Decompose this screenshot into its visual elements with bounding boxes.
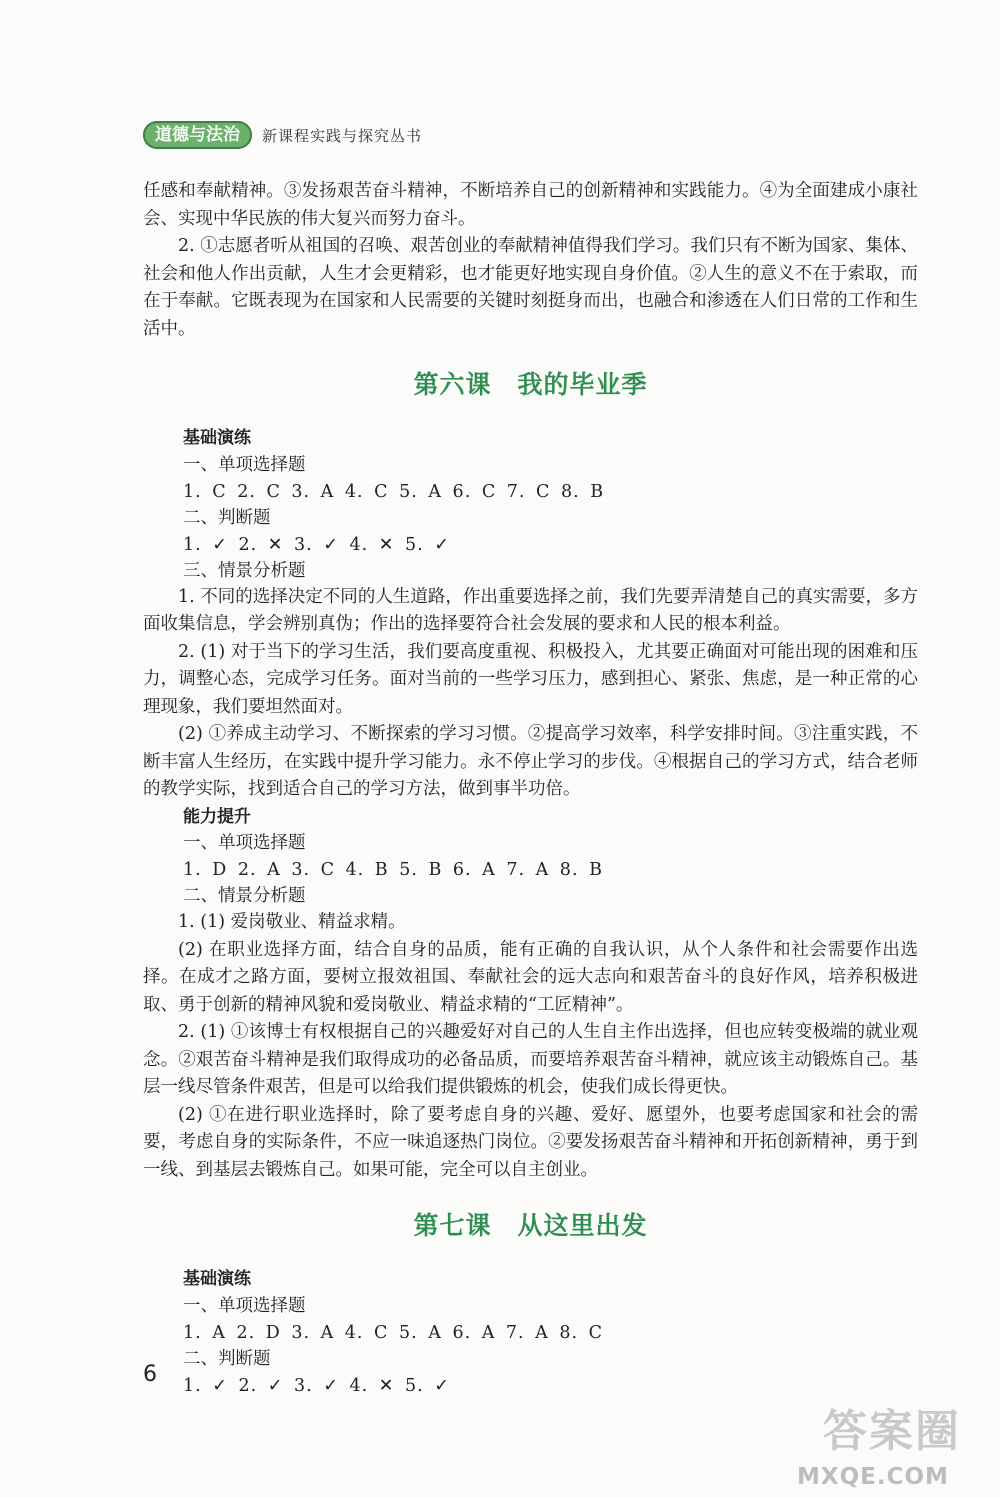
question-type-title: 二、判断题 [183, 1348, 271, 1369]
answer-row: 1. D 2. A 3. C 4. B 5. B 6. A 7. A 8. B [183, 860, 603, 880]
lesson-7-number: 第七课 [413, 1211, 492, 1240]
answer-paragraph: (2) 在职业选择方面，结合自身的品质，能有正确的自我认识，从个人条件和社会需要作出选择。在成才之路方面，要树立报效祖国、奉献社会的远大志向和艰苦奋斗的良好作风，培养积极进取、勇于创新的精神风貌和爱岗敬业、精益求精的“工匠精神”。 [143, 939, 918, 1015]
lesson-6-number: 第六课 [413, 370, 492, 399]
answer-row: 1. ✓ 2. ✓ 3. ✓ 4. ✕ 5. ✓ [183, 1375, 450, 1396]
answer-paragraph: (2) ①养成主动学习、不断探索的学习习惯。②提高学习效率，科学安排时间。③注重实践，不断丰富人生经历，在实践中提升学习能力。永不停止学习的步伐。④根据自己的学习方式，结合老师的教学实际，找到适合自己的学习方法，做到事半功倍。 [143, 724, 918, 799]
series-title: 新课程实践与探究丛书 [262, 126, 423, 145]
answer-paragraph: 2. (1) 对于当下的学习生活，我们要高度重视、积极投入，尤其要正确面对可能出现的困难和压力，调整心态，完成学习任务。面对当前的一些学习压力，感到担心、紧张、焦虑，是一种正常的心理现象，我们要坦然面对。 [143, 641, 918, 717]
answer-row: 1. ✓ 2. ✕ 3. ✓ 4. ✕ 5. ✓ [183, 534, 450, 555]
watermark [785, 1395, 995, 1490]
answer-paragraph: 1. (1) 爱岗敬业、精益求精。 [178, 912, 406, 932]
lesson-7-title [143, 1206, 918, 1242]
question-type-title: 二、判断题 [183, 507, 271, 528]
question-type-title: 二、情景分析题 [183, 886, 306, 906]
answer-row: 1. A 2. D 3. A 4. C 5. A 6. A 7. A 8. C [183, 1322, 604, 1343]
watermark-url: MXQE.COM [797, 1464, 949, 1490]
section-heading: 基础演练 [183, 428, 251, 448]
section-heading: 能力提升 [183, 806, 251, 827]
lesson-6-name: 我的毕业季 [517, 370, 648, 399]
question-type-title: 三、情景分析题 [183, 560, 306, 581]
book-header [143, 120, 422, 150]
page-content [143, 178, 918, 1400]
lesson-7-name: 从这里出发 [517, 1211, 648, 1240]
section-heading: 基础演练 [183, 1269, 251, 1289]
lesson-6-title [143, 365, 918, 401]
answer-paragraph: 2. (1) ①该博士有权根据自己的兴趣爱好对自己的人生自主作出选择，但也应转变极端的就业观念。②艰苦奋斗精神是我们取得成功的必备品质，而要培养艰苦奋斗精神，就应该主动锻炼自己。基层一线尽管条件艰苦，但是可以给我们提供锻炼的机会，使我们成长得更快。 [143, 1022, 918, 1097]
intro-paragraph-1: 任感和奉献精神。③发扬艰苦奋斗精神，不断培养自己的创新精神和实践能力。④为全面建成小康社会、实现中华民族的伟大复兴而努力奋斗。 [143, 181, 918, 229]
question-type-title: 一、单项选择题 [183, 833, 306, 853]
page-number: 6 [143, 1362, 157, 1387]
watermark-logo: 答案圈 [823, 1406, 961, 1457]
answer-row: 1. C 2. C 3. A 4. C 5. A 6. C 7. C 8. B [183, 481, 605, 502]
subject-badge: 道德与法治 [143, 121, 252, 149]
question-type-title: 一、单项选择题 [183, 454, 306, 475]
answer-paragraph: (2) ①在进行职业选择时，除了要考虑自身的兴趣、爱好、愿望外，也要考虑国家和社会的需要，考虑自身的实际条件，不应一味追逐热门岗位。②要发扬艰苦奋斗精神和开拓创新精神，勇于到一线、到基层去锻炼自己。如果可能，完全可以自主创业。 [143, 1104, 918, 1180]
question-type-title: 一、单项选择题 [183, 1295, 306, 1316]
intro-paragraph-2: 2. ①志愿者听从祖国的召唤、艰苦创业的奉献精神值得我们学习。我们只有不断为国家、集体、社会和他人作出贡献，人生才会更精彩，也才能更好地实现自身价值。②人生的意义不在于索取，而在于奉献。它既表现为在国家和人民需要的关键时刻挺身而出，也融合和渗透在人们日常的工作和生活中。 [143, 236, 918, 339]
answer-paragraph: 1. 不同的选择决定不同的人生道路，作出重要选择之前，我们先要弄清楚自己的真实需要，多方面收集信息，学会辨别真伪；作出的选择要符合社会发展的要求和人民的根本利益。 [143, 586, 918, 634]
